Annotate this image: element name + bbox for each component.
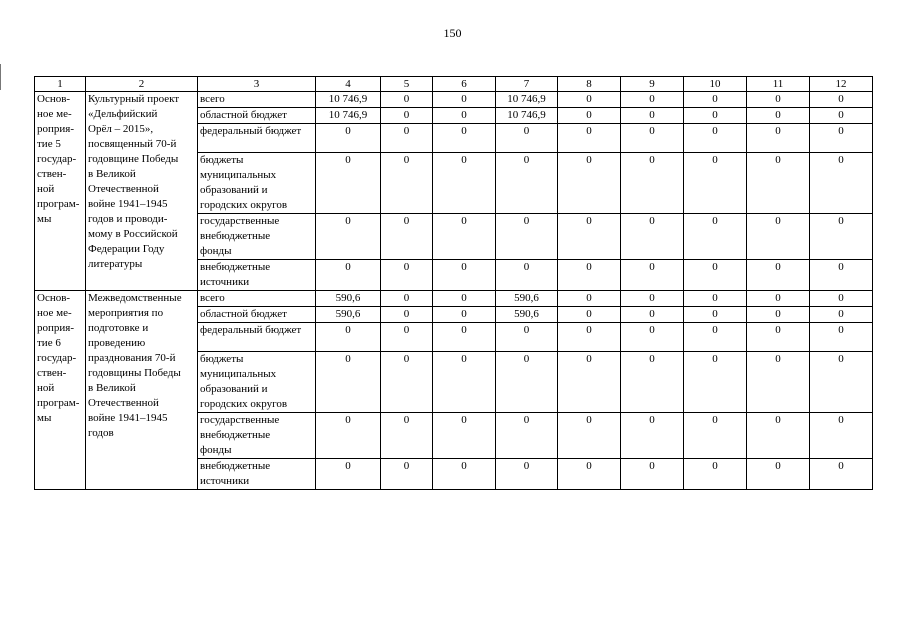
value-cell: 0 bbox=[558, 92, 621, 108]
value-cell: 590,6 bbox=[316, 291, 381, 307]
project-name-line: «Дельфийский bbox=[88, 108, 158, 120]
value-cell: 0 bbox=[558, 413, 621, 459]
value-cell: 0 bbox=[433, 352, 496, 413]
value-cell: 0 bbox=[621, 92, 684, 108]
value-cell: 0 bbox=[810, 92, 873, 108]
project-name-line: Культурный проект bbox=[88, 93, 180, 105]
value-cell: 0 bbox=[558, 260, 621, 291]
value-cell: 0 bbox=[558, 124, 621, 153]
table-row bbox=[35, 92, 873, 108]
funding-source-line: образований и bbox=[200, 184, 268, 196]
value-cell: 0 bbox=[621, 307, 684, 323]
project-name-line: войне 1941–1945 bbox=[88, 412, 168, 424]
funding-source-cell bbox=[198, 323, 316, 352]
value-cell: 0 bbox=[621, 352, 684, 413]
value-cell: 0 bbox=[558, 214, 621, 260]
value-cell: 0 bbox=[496, 124, 558, 153]
value-cell: 0 bbox=[496, 413, 558, 459]
value-cell: 0 bbox=[621, 413, 684, 459]
value-cell: 0 bbox=[684, 291, 747, 307]
project-name-line: мому в Российской bbox=[88, 228, 178, 240]
value-cell: 0 bbox=[747, 291, 810, 307]
value-cell: 0 bbox=[810, 214, 873, 260]
funding-source-line: внебюджетные bbox=[200, 460, 271, 472]
project-name-line: Межведомственные bbox=[88, 292, 182, 304]
funding-source-line: федеральный бюджет bbox=[200, 125, 302, 137]
project-name-line: Отечественной bbox=[88, 397, 159, 409]
project-name-line: в Великой bbox=[88, 382, 136, 394]
value-cell: 0 bbox=[684, 352, 747, 413]
column-header: 12 bbox=[810, 77, 873, 92]
value-cell: 0 bbox=[433, 92, 496, 108]
value-cell: 0 bbox=[316, 260, 381, 291]
value-cell: 0 bbox=[810, 352, 873, 413]
header-row bbox=[35, 77, 873, 92]
value-cell: 0 bbox=[810, 323, 873, 352]
value-cell: 0 bbox=[621, 153, 684, 214]
funding-source-line: фонды bbox=[200, 444, 232, 456]
value-cell: 0 bbox=[810, 413, 873, 459]
event-line: ное ме- bbox=[37, 108, 72, 120]
project-name-line: Федерации Году bbox=[88, 243, 165, 255]
value-cell: 0 bbox=[316, 413, 381, 459]
value-cell: 0 bbox=[810, 260, 873, 291]
value-cell: 590,6 bbox=[496, 307, 558, 323]
value-cell: 0 bbox=[558, 323, 621, 352]
value-cell: 0 bbox=[621, 323, 684, 352]
project-name-line: празднования 70-й bbox=[88, 352, 176, 364]
project-name-line: литературы bbox=[88, 258, 143, 270]
event-line: ной bbox=[37, 382, 55, 394]
project-name-cell bbox=[86, 92, 198, 291]
event-line: роприя- bbox=[37, 322, 74, 334]
column-header: 1 bbox=[35, 77, 86, 92]
funding-source-cell bbox=[198, 260, 316, 291]
value-cell: 0 bbox=[496, 459, 558, 490]
value-cell: 0 bbox=[433, 214, 496, 260]
funding-source-cell bbox=[198, 413, 316, 459]
funding-source-cell bbox=[198, 124, 316, 153]
value-cell: 0 bbox=[433, 291, 496, 307]
event-cell bbox=[35, 291, 86, 490]
event-line: ной bbox=[37, 183, 55, 195]
funding-source-line: внебюджетные bbox=[200, 261, 271, 273]
funding-source-cell bbox=[198, 352, 316, 413]
column-header: 4 bbox=[316, 77, 381, 92]
value-cell: 0 bbox=[684, 323, 747, 352]
value-cell: 0 bbox=[381, 108, 433, 124]
value-cell: 0 bbox=[433, 323, 496, 352]
event-line: государ- bbox=[37, 153, 77, 165]
value-cell: 0 bbox=[684, 260, 747, 291]
project-name-line: войне 1941–1945 bbox=[88, 198, 168, 210]
value-cell: 0 bbox=[433, 459, 496, 490]
value-cell: 0 bbox=[558, 352, 621, 413]
event-line: роприя- bbox=[37, 123, 74, 135]
value-cell: 10 746,9 bbox=[316, 108, 381, 124]
value-cell: 0 bbox=[381, 214, 433, 260]
value-cell: 0 bbox=[496, 214, 558, 260]
column-header: 8 bbox=[558, 77, 621, 92]
value-cell: 0 bbox=[433, 153, 496, 214]
value-cell: 590,6 bbox=[316, 307, 381, 323]
value-cell: 0 bbox=[433, 124, 496, 153]
event-line: тие 6 bbox=[37, 337, 61, 349]
funding-source-line: всего bbox=[200, 292, 225, 304]
value-cell: 0 bbox=[316, 323, 381, 352]
funding-source-line: внебюджетные bbox=[200, 429, 271, 441]
value-cell: 0 bbox=[433, 108, 496, 124]
value-cell: 0 bbox=[316, 214, 381, 260]
funding-source-cell bbox=[198, 459, 316, 490]
funding-source-line: городских округов bbox=[200, 398, 288, 410]
funding-source-cell bbox=[198, 92, 316, 108]
value-cell: 0 bbox=[496, 260, 558, 291]
project-name-line: мероприятия по bbox=[88, 307, 164, 319]
value-cell: 0 bbox=[621, 214, 684, 260]
value-cell: 0 bbox=[810, 307, 873, 323]
funding-source-line: муниципальных bbox=[200, 169, 277, 181]
funding-source-line: областной бюджет bbox=[200, 109, 287, 121]
value-cell: 0 bbox=[433, 413, 496, 459]
column-header: 6 bbox=[433, 77, 496, 92]
funding-source-line: всего bbox=[200, 93, 225, 105]
funding-source-cell bbox=[198, 307, 316, 323]
value-cell: 0 bbox=[684, 124, 747, 153]
project-name-line: Орёл – 2015», bbox=[88, 123, 154, 135]
value-cell: 0 bbox=[433, 307, 496, 323]
value-cell: 10 746,9 bbox=[316, 92, 381, 108]
value-cell: 0 bbox=[433, 260, 496, 291]
value-cell: 0 bbox=[558, 459, 621, 490]
value-cell: 0 bbox=[381, 92, 433, 108]
table-body bbox=[35, 92, 873, 490]
value-cell: 0 bbox=[684, 214, 747, 260]
value-cell: 0 bbox=[621, 459, 684, 490]
value-cell: 0 bbox=[684, 108, 747, 124]
value-cell: 0 bbox=[684, 92, 747, 108]
event-line: государ- bbox=[37, 352, 77, 364]
funding-source-line: бюджеты bbox=[200, 353, 244, 365]
value-cell: 10 746,9 bbox=[496, 108, 558, 124]
funding-source-line: городских округов bbox=[200, 199, 288, 211]
event-line: тие 5 bbox=[37, 138, 61, 150]
value-cell: 0 bbox=[810, 108, 873, 124]
funding-source-line: федеральный бюджет bbox=[200, 324, 302, 336]
value-cell: 0 bbox=[316, 459, 381, 490]
value-cell: 0 bbox=[747, 459, 810, 490]
value-cell: 0 bbox=[621, 108, 684, 124]
value-cell: 0 bbox=[381, 323, 433, 352]
column-header: 5 bbox=[381, 77, 433, 92]
column-header: 2 bbox=[86, 77, 198, 92]
value-cell: 0 bbox=[747, 92, 810, 108]
value-cell: 0 bbox=[810, 153, 873, 214]
column-header: 10 bbox=[684, 77, 747, 92]
project-name-line: проведению bbox=[88, 337, 146, 349]
value-cell: 10 746,9 bbox=[496, 92, 558, 108]
project-name-line: посвященный 70-й bbox=[88, 138, 177, 150]
value-cell: 0 bbox=[316, 352, 381, 413]
project-name-line: в Великой bbox=[88, 168, 136, 180]
value-cell: 0 bbox=[558, 153, 621, 214]
funding-source-line: образований и bbox=[200, 383, 268, 395]
value-cell: 0 bbox=[496, 323, 558, 352]
column-header: 11 bbox=[747, 77, 810, 92]
value-cell: 0 bbox=[558, 108, 621, 124]
value-cell: 0 bbox=[747, 153, 810, 214]
value-cell: 0 bbox=[684, 413, 747, 459]
value-cell: 0 bbox=[684, 153, 747, 214]
value-cell: 0 bbox=[381, 307, 433, 323]
event-line: мы bbox=[37, 412, 52, 424]
event-line: Основ- bbox=[37, 93, 71, 105]
value-cell: 0 bbox=[381, 352, 433, 413]
funding-source-line: областной бюджет bbox=[200, 308, 287, 320]
funding-source-cell bbox=[198, 153, 316, 214]
value-cell: 0 bbox=[381, 260, 433, 291]
value-cell: 0 bbox=[747, 323, 810, 352]
column-header: 3 bbox=[198, 77, 316, 92]
value-cell: 0 bbox=[810, 291, 873, 307]
value-cell: 0 bbox=[381, 153, 433, 214]
value-cell: 0 bbox=[684, 459, 747, 490]
project-name-line: годов и проводи- bbox=[88, 213, 168, 225]
event-line: ное ме- bbox=[37, 307, 72, 319]
value-cell: 0 bbox=[621, 291, 684, 307]
value-cell: 0 bbox=[810, 459, 873, 490]
funding-source-line: внебюджетные bbox=[200, 230, 271, 242]
project-name-line: годов bbox=[88, 427, 114, 439]
value-cell: 0 bbox=[621, 260, 684, 291]
funding-source-line: государственные bbox=[200, 414, 280, 426]
value-cell: 0 bbox=[381, 124, 433, 153]
value-cell: 0 bbox=[810, 124, 873, 153]
value-cell: 0 bbox=[381, 459, 433, 490]
event-line: ствен- bbox=[37, 168, 67, 180]
value-cell: 0 bbox=[747, 307, 810, 323]
value-cell: 0 bbox=[316, 124, 381, 153]
value-cell: 0 bbox=[747, 352, 810, 413]
event-line: програм- bbox=[37, 198, 80, 210]
project-name-line: Отечественной bbox=[88, 183, 159, 195]
table-row bbox=[35, 291, 873, 307]
budget-table bbox=[34, 76, 873, 490]
funding-source-line: фонды bbox=[200, 245, 232, 257]
value-cell: 0 bbox=[316, 153, 381, 214]
value-cell: 0 bbox=[558, 291, 621, 307]
value-cell: 0 bbox=[381, 413, 433, 459]
value-cell: 0 bbox=[747, 214, 810, 260]
project-name-line: подготовке и bbox=[88, 322, 149, 334]
funding-source-line: бюджеты bbox=[200, 154, 244, 166]
event-line: мы bbox=[37, 213, 52, 225]
value-cell: 0 bbox=[747, 124, 810, 153]
value-cell: 0 bbox=[747, 413, 810, 459]
value-cell: 0 bbox=[747, 260, 810, 291]
funding-source-line: источники bbox=[200, 276, 250, 288]
column-header: 7 bbox=[496, 77, 558, 92]
funding-source-cell bbox=[198, 108, 316, 124]
project-name-line: годовщины Победы bbox=[88, 367, 181, 379]
margin-mark bbox=[0, 64, 1, 90]
page-number: 150 bbox=[443, 26, 462, 40]
project-name-line: годовщине Победы bbox=[88, 153, 179, 165]
funding-source-line: источники bbox=[200, 475, 250, 487]
value-cell: 0 bbox=[558, 307, 621, 323]
value-cell: 0 bbox=[621, 124, 684, 153]
event-line: Основ- bbox=[37, 292, 71, 304]
funding-source-line: государственные bbox=[200, 215, 280, 227]
value-cell: 0 bbox=[496, 153, 558, 214]
event-line: програм- bbox=[37, 397, 80, 409]
column-header: 9 bbox=[621, 77, 684, 92]
funding-source-cell bbox=[198, 291, 316, 307]
event-cell bbox=[35, 92, 86, 291]
value-cell: 0 bbox=[381, 291, 433, 307]
event-line: ствен- bbox=[37, 367, 67, 379]
value-cell: 590,6 bbox=[496, 291, 558, 307]
funding-source-line: муниципальных bbox=[200, 368, 277, 380]
project-name-cell bbox=[86, 291, 198, 490]
value-cell: 0 bbox=[747, 108, 810, 124]
value-cell: 0 bbox=[684, 307, 747, 323]
funding-source-cell bbox=[198, 214, 316, 260]
value-cell: 0 bbox=[496, 352, 558, 413]
